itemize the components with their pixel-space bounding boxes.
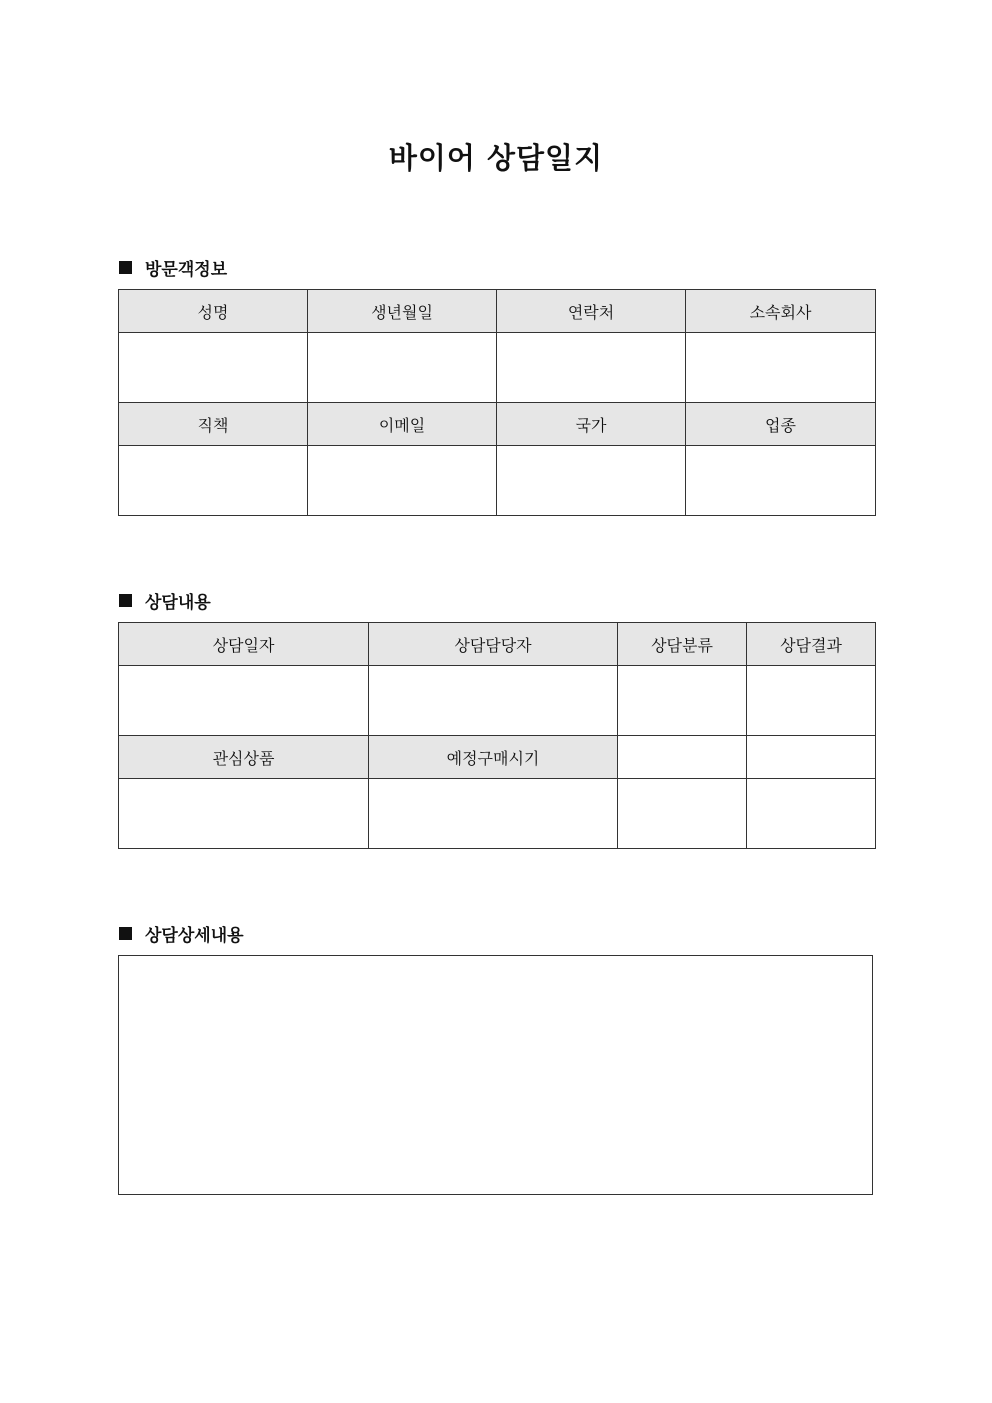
header-cell-consult-category: 상담분류	[618, 623, 747, 666]
square-bullet-icon	[119, 261, 132, 274]
country-field[interactable]	[497, 446, 686, 516]
square-bullet-icon	[119, 594, 132, 607]
header-cell-email: 이메일	[308, 403, 497, 446]
empty-cell[interactable]	[618, 736, 747, 779]
contact-field[interactable]	[497, 333, 686, 403]
consult-result-field[interactable]	[747, 666, 876, 736]
page-title: 바이어 상담일지	[388, 141, 604, 175]
table-value-row	[119, 333, 876, 403]
header-cell-birthdate: 생년월일	[308, 290, 497, 333]
table-value-row	[119, 779, 876, 849]
consultant-field[interactable]	[369, 666, 618, 736]
table-header-row	[119, 623, 876, 666]
email-field[interactable]	[308, 446, 497, 516]
visitor-info-table	[118, 289, 876, 516]
section-heading-consultation-details	[119, 921, 244, 946]
header-cell-consult-result: 상담결과	[747, 623, 876, 666]
section-heading-visitor-info	[119, 255, 227, 280]
birthdate-field[interactable]	[308, 333, 497, 403]
header-cell-consultant: 상담담당자	[369, 623, 618, 666]
name-field[interactable]	[119, 333, 308, 403]
table-header-row	[119, 290, 876, 333]
section-heading-label: 방문객정보	[145, 260, 228, 280]
interest-product-field[interactable]	[119, 779, 369, 849]
header-cell-consult-date: 상담일자	[119, 623, 369, 666]
company-field[interactable]	[686, 333, 876, 403]
header-cell-purchase-timing: 예정구매시기	[369, 736, 618, 779]
consult-date-field[interactable]	[119, 666, 369, 736]
square-bullet-icon	[119, 927, 132, 940]
header-cell-company: 소속회사	[686, 290, 876, 333]
section-heading-label: 상담내용	[145, 593, 211, 613]
consultation-details-field[interactable]	[118, 955, 873, 1195]
header-cell-position: 직책	[119, 403, 308, 446]
position-field[interactable]	[119, 446, 308, 516]
section-heading-label: 상담상세내용	[145, 926, 244, 946]
table-value-row	[119, 666, 876, 736]
table-header-row	[119, 736, 876, 779]
header-cell-industry: 업종	[686, 403, 876, 446]
empty-cell[interactable]	[747, 736, 876, 779]
section-heading-consultation	[119, 588, 211, 613]
consultation-table	[118, 622, 876, 849]
consult-category-field[interactable]	[618, 666, 747, 736]
table-value-row	[119, 446, 876, 516]
header-cell-interest-product: 관심상품	[119, 736, 369, 779]
empty-cell[interactable]	[747, 779, 876, 849]
header-cell-name: 성명	[119, 290, 308, 333]
purchase-timing-field[interactable]	[369, 779, 618, 849]
header-cell-contact: 연락처	[497, 290, 686, 333]
header-cell-country: 국가	[497, 403, 686, 446]
industry-field[interactable]	[686, 446, 876, 516]
empty-cell[interactable]	[618, 779, 747, 849]
table-header-row	[119, 403, 876, 446]
